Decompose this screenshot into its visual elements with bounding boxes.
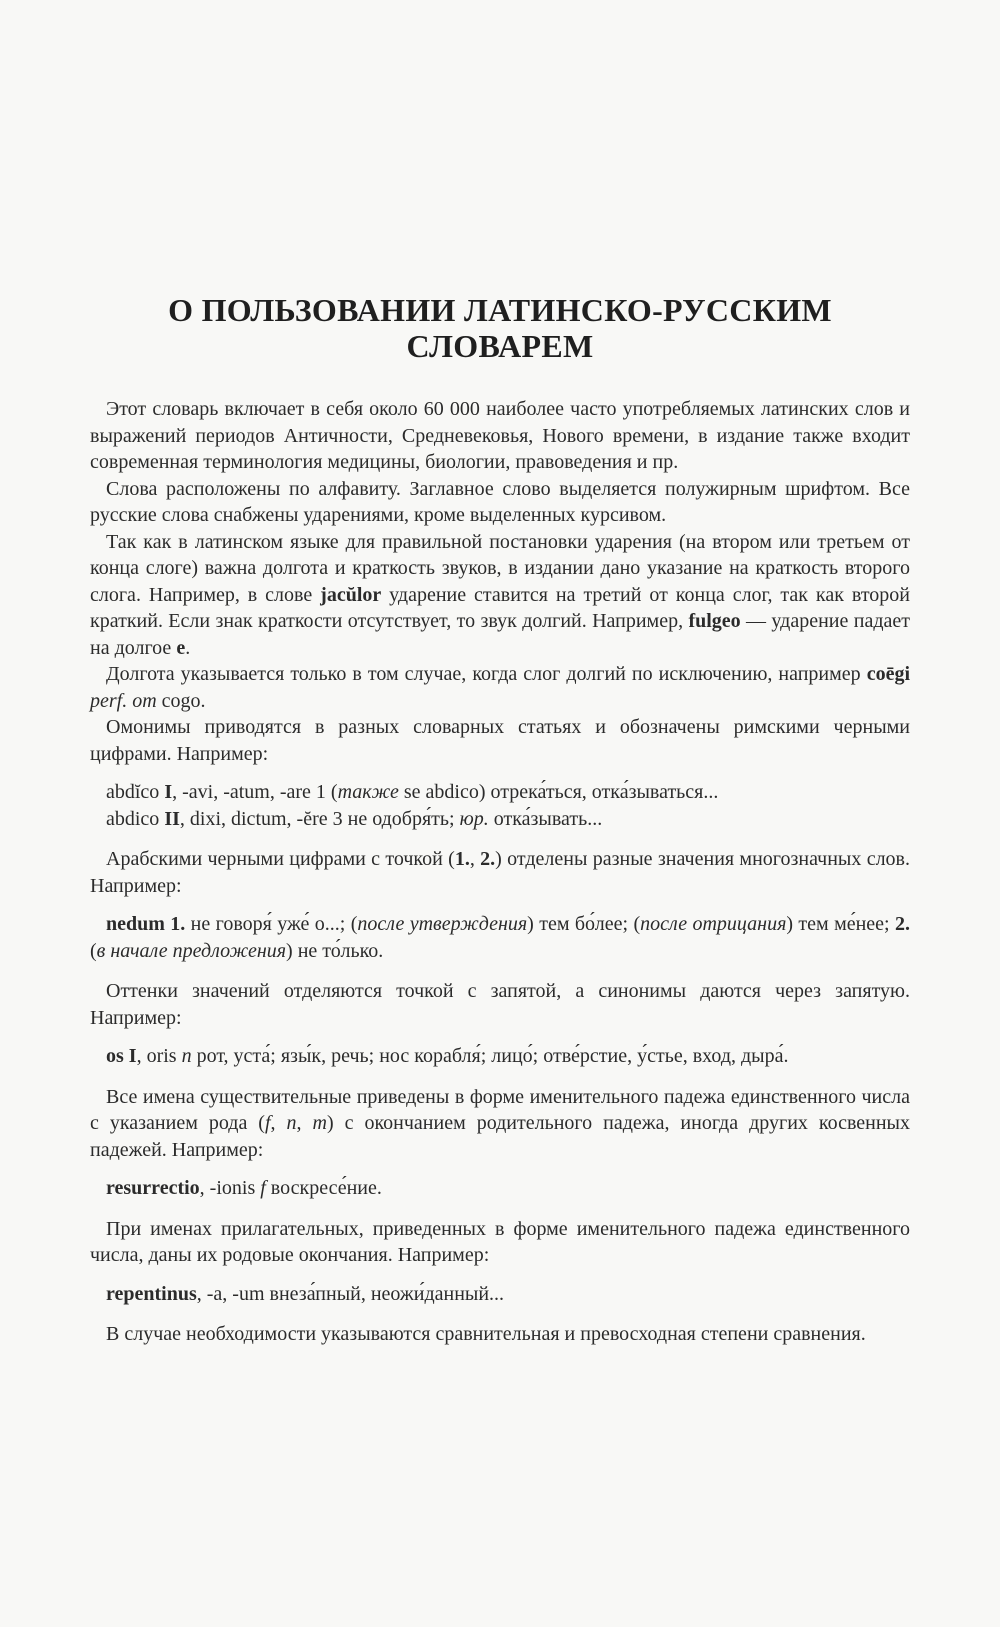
- arabic-numeral: 2.: [895, 913, 910, 935]
- paragraph-intro: Этот словарь включает в себя около 60 000 наиболее часто употребляемых латинских слов и выражений периодов Античности, Средневековья, Нового времени, в издание также входит современная терминология медицины, биологии, правоведения и пр.: [90, 398, 910, 473]
- roman-numeral: II: [164, 807, 180, 830]
- os-example: [90, 1043, 910, 1070]
- italic-note: юр.: [459, 807, 489, 830]
- entry-head: abdĭco: [106, 781, 165, 803]
- gender-n: n: [286, 1112, 297, 1134]
- italic-note: после утверждения: [357, 913, 528, 935]
- page-title-line-2: [90, 326, 910, 366]
- nedum-example: [90, 911, 910, 964]
- paragraph-length: [90, 661, 910, 714]
- text-span: Долгота указывается только в том случае, когда слог долгий по исключению, например: [106, 663, 867, 685]
- text-span: ) не то́лько.: [286, 939, 384, 962]
- entry-repentinus: [90, 1281, 910, 1308]
- title-line-2-text: СЛОВАРЕМ: [406, 328, 594, 364]
- entry-head: abdico: [106, 807, 165, 830]
- resurrectio-example: [90, 1175, 910, 1202]
- entry-os: [90, 1043, 910, 1070]
- example-letter-e: e: [176, 636, 186, 659]
- text-span: Так как в латинском языке для правильной постановки ударения (на втором или третьем от конца слоге) важна долгота и краткость звуков, в издании дано указание на краткость второго слога. Например, в слове: [90, 530, 910, 606]
- repentinus-example: [90, 1281, 910, 1308]
- paragraph-shades: Оттенки значений отделяются точкой с запятой, а синонимы даются через запятую. Например:: [90, 980, 910, 1029]
- abbr-perf: perf. от: [90, 689, 157, 712]
- page-title-line-1: [90, 290, 910, 330]
- article-body: [90, 396, 910, 1348]
- paragraph-alphabet: Слова расположены по алфавиту. Заглавное слово выделяется полужирным шрифтом. Все русские слова снабжены ударениями, кроме выделенных курсивом.: [90, 477, 910, 526]
- gender-marker: n: [181, 1045, 192, 1067]
- entry-head: repentinus: [106, 1282, 197, 1305]
- text-span: Арабскими черными цифрами с точкой (: [106, 848, 455, 870]
- text-span: Все имена существительные приведены в форме именительного падежа единственного числа с указанием рода (: [90, 1085, 910, 1134]
- title-line-1-text: О ПОЛЬЗОВАНИИ ЛАТИНСКО-РУССКИМ: [168, 292, 832, 328]
- text-span: se abdico) отрека́ться, отка́зываться...: [398, 781, 719, 803]
- homonym-examples: [90, 779, 910, 832]
- text-span: (: [90, 939, 97, 962]
- gender-m: m: [312, 1112, 327, 1134]
- paragraph-comparison: В случае необходимости указываются сравнительная и превосходная степени сравнения.: [106, 1323, 866, 1345]
- example-word-fulgeo: fulgeo: [688, 610, 741, 632]
- text-span: ) тем ме́нее;: [786, 913, 895, 935]
- example-word-coegi: coēgi: [866, 663, 910, 685]
- text-span: ударение ставится на третий от конца слог, так как второй краткий. Если знак краткости отсутствует, то звук долгий. Например,: [90, 583, 910, 632]
- text-span: ) тем бо́лее; (: [527, 913, 641, 935]
- entry-resurrectio: [90, 1175, 910, 1202]
- entry-head: os I: [106, 1045, 137, 1067]
- text-span: ,: [296, 1112, 313, 1134]
- homonym-entry-1: [90, 779, 910, 806]
- paragraph-arabic-numerals: [90, 846, 910, 899]
- arabic-numeral-2: 2.: [480, 848, 496, 870]
- arabic-numeral-1: 1.: [454, 848, 470, 870]
- text-span: ) с окончанием родительного падежа, иногда других косвенных падежей. Например:: [90, 1112, 910, 1161]
- text-span: рот, уста́; язы́к, речь; нос корабля́; лицо́; отве́рстие, у́стье, вход, дыра́.: [191, 1045, 789, 1067]
- entry-nedum: [90, 911, 910, 964]
- text-span: , oris: [136, 1045, 182, 1067]
- paragraph-adjectives: При именах прилагательных, приведенных в форме именительного падежа единственного числа, даны их родовые окончания. Например:: [90, 1217, 910, 1266]
- entry-head: resurrectio: [106, 1177, 200, 1199]
- paragraph-stress: [90, 529, 910, 662]
- text-span: cogo.: [156, 689, 206, 712]
- text-span: воскресе́ние.: [265, 1177, 382, 1199]
- text-span: , dixi, dictum, -ĕre 3 не одобря́ть;: [179, 807, 460, 830]
- gender-marker: f: [260, 1177, 266, 1199]
- italic-note: после отрицания: [640, 913, 787, 935]
- italic-note: также: [337, 781, 399, 803]
- text-span: ,: [270, 1112, 287, 1134]
- example-word-jaculor: jacŭlor: [320, 583, 382, 606]
- text-span: ) отделены разные значения многозначных слов. Например:: [90, 848, 911, 897]
- text-span: , -ionis: [199, 1177, 261, 1199]
- paragraph-nouns: [90, 1084, 910, 1164]
- text-span: отка́зывать...: [488, 807, 603, 830]
- gender-f: f: [264, 1112, 271, 1134]
- text-span: не говоря́ уже́ о...; (: [185, 913, 358, 935]
- text-span: — ударение падает на долгое: [90, 610, 910, 659]
- text-span: .: [185, 636, 191, 659]
- roman-numeral: I: [164, 781, 173, 803]
- text-span: , -a, -um внеза́пный, неожи́данный...: [196, 1282, 505, 1305]
- paragraph-homonyms: Омонимы приводятся в разных словарных статьях и обозначены римскими черными цифрами. Например:: [90, 716, 910, 765]
- text-span: , -avi, -atum, -are 1 (: [172, 781, 338, 803]
- italic-note: в начале предложения: [96, 939, 287, 962]
- entry-head: nedum 1.: [106, 913, 186, 935]
- text-span: ,: [469, 848, 481, 870]
- homonym-entry-2: [90, 806, 910, 833]
